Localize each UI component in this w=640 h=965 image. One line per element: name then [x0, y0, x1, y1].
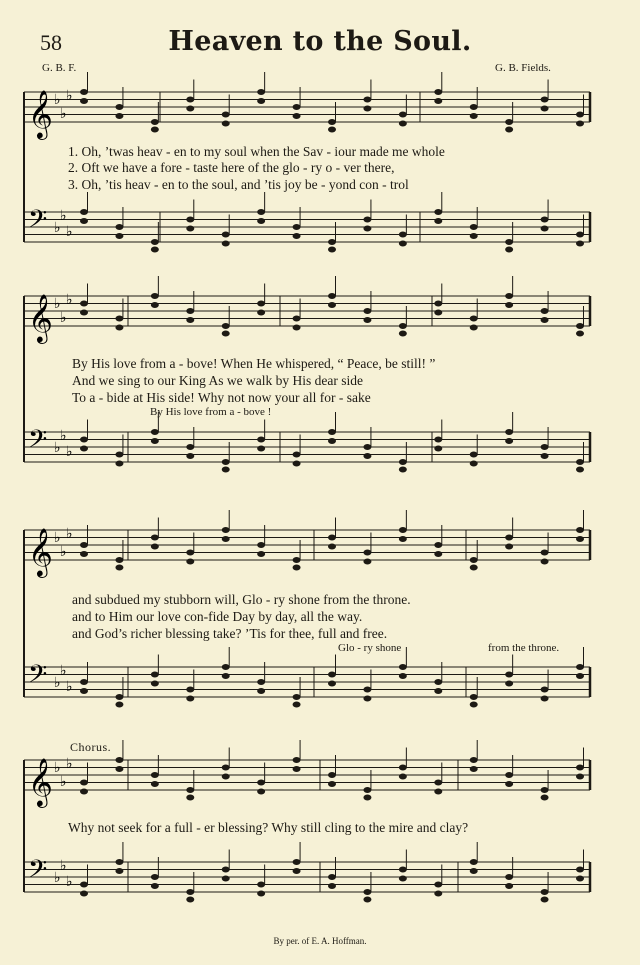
note-head — [151, 302, 159, 308]
note-head — [434, 679, 442, 685]
note-head — [222, 467, 230, 473]
note-head — [576, 536, 584, 542]
note-head — [293, 757, 301, 763]
note-head — [293, 565, 301, 571]
note-head — [470, 325, 478, 331]
flat-sign: ♭ — [54, 220, 61, 236]
note-head — [363, 559, 371, 565]
note-head — [505, 247, 513, 253]
note-head — [576, 527, 584, 533]
note-head — [434, 310, 442, 316]
note-head — [293, 702, 301, 708]
note-head — [399, 112, 407, 118]
note-head — [541, 889, 549, 895]
bass-cue-lyric: By His love from a - bove ! — [150, 406, 272, 418]
note-head — [151, 429, 159, 435]
note-head — [541, 696, 549, 702]
note-head — [257, 891, 265, 897]
note-head — [505, 429, 513, 435]
note-head — [186, 696, 194, 702]
note-head — [80, 688, 88, 694]
note-head — [80, 789, 88, 795]
note-head — [222, 241, 230, 247]
note-head — [399, 536, 407, 542]
note-head — [328, 883, 336, 889]
note-head — [541, 97, 549, 103]
note-head — [541, 550, 549, 556]
lyric-verse-1-line-3: and subdued my stubborn will, Glo - ry shone from the throne. — [72, 592, 411, 607]
page-number: 58 — [40, 30, 62, 55]
note-head — [434, 437, 442, 443]
note-head — [470, 868, 478, 874]
note-head — [328, 127, 336, 133]
note-head — [470, 766, 478, 772]
note-head — [186, 453, 194, 459]
flat-sign: ♭ — [66, 292, 73, 308]
note-head — [505, 672, 513, 678]
flat-sign: ♭ — [66, 756, 73, 772]
note-head — [363, 550, 371, 556]
note-head — [399, 774, 407, 780]
note-head — [257, 437, 265, 443]
note-head — [470, 104, 478, 110]
flat-sign: ♭ — [66, 444, 73, 460]
note-head — [80, 437, 88, 443]
note-head — [328, 535, 336, 541]
note-head — [328, 438, 336, 444]
note-head — [222, 673, 230, 679]
note-head — [257, 688, 265, 694]
note-head — [576, 121, 584, 127]
note-head — [186, 897, 194, 903]
note-head — [222, 536, 230, 542]
note-head — [399, 876, 407, 882]
note-head — [399, 232, 407, 238]
note-head — [576, 241, 584, 247]
note-head — [328, 429, 336, 435]
note-head — [470, 694, 478, 700]
note-head — [470, 757, 478, 763]
note-head — [576, 673, 584, 679]
note-head — [186, 106, 194, 112]
note-head — [363, 444, 371, 450]
note-head — [541, 453, 549, 459]
note-head — [434, 891, 442, 897]
bass-clef: 𝄢 — [28, 660, 48, 695]
note-head — [505, 883, 513, 889]
treble-clef: 𝄞 — [28, 89, 53, 138]
lyricist-credit: G. B. F. — [42, 62, 77, 74]
footer-credit: By per. of E. A. Hoffman. — [273, 936, 367, 946]
note-head — [293, 694, 301, 700]
note-head — [151, 119, 159, 125]
note-head — [470, 224, 478, 230]
note-head — [505, 119, 513, 125]
note-head — [434, 789, 442, 795]
note-head — [186, 795, 194, 801]
flat-sign: ♭ — [54, 760, 61, 776]
flat-sign: ♭ — [60, 106, 67, 122]
note-head — [576, 774, 584, 780]
flat-sign: ♭ — [60, 208, 67, 224]
note-head — [80, 551, 88, 557]
note-head — [399, 459, 407, 465]
composer-credit: G. B. Fields. — [495, 62, 551, 74]
note-head — [293, 233, 301, 239]
note-head — [115, 325, 123, 331]
note-head — [293, 461, 301, 467]
note-head — [186, 226, 194, 232]
note-head — [328, 772, 336, 778]
note-head — [505, 302, 513, 308]
note-head — [470, 565, 478, 571]
note-head — [434, 218, 442, 224]
treble-clef: 𝄞 — [28, 293, 53, 342]
note-head — [505, 438, 513, 444]
flat-sign: ♭ — [60, 428, 67, 444]
note-head — [328, 247, 336, 253]
note-head — [399, 664, 407, 670]
note-head — [115, 766, 123, 772]
note-head — [222, 121, 230, 127]
note-head — [363, 217, 371, 223]
note-head — [222, 664, 230, 670]
note-head — [399, 241, 407, 247]
note-head — [151, 883, 159, 889]
note-head — [80, 542, 88, 548]
note-head — [186, 687, 194, 693]
treble-clef: 𝄞 — [28, 527, 53, 576]
note-head — [257, 98, 265, 104]
note-head — [222, 112, 230, 118]
note-head — [434, 98, 442, 104]
note-head — [186, 559, 194, 565]
note-head — [257, 301, 265, 307]
note-head — [363, 317, 371, 323]
note-head — [151, 247, 159, 253]
note-head — [363, 897, 371, 903]
note-head — [328, 781, 336, 787]
lyric-verse-2-line-3: and to Him our love con-fide Day by day, all the way. — [72, 609, 363, 624]
note-head — [80, 301, 88, 307]
note-head — [115, 224, 123, 230]
lyric-verse-3-line-2: To a - bide at His side! Why not now your all for - sake — [72, 390, 371, 405]
note-head — [151, 535, 159, 541]
flat-sign: ♭ — [60, 544, 67, 560]
note-head — [363, 106, 371, 112]
note-head — [222, 459, 230, 465]
note-head — [115, 557, 123, 563]
note-head — [151, 681, 159, 687]
note-head — [328, 672, 336, 678]
note-head — [434, 89, 442, 95]
note-head — [541, 317, 549, 323]
note-heads — [80, 72, 584, 903]
note-head — [434, 301, 442, 307]
note-head — [80, 780, 88, 786]
note-head — [151, 781, 159, 787]
note-head — [115, 694, 123, 700]
note-head — [541, 897, 549, 903]
clefs — [28, 88, 73, 890]
note-head — [293, 868, 301, 874]
note-head — [399, 673, 407, 679]
note-head — [576, 467, 584, 473]
note-head — [434, 209, 442, 215]
note-head — [470, 113, 478, 119]
note-head — [470, 452, 478, 458]
note-head — [80, 98, 88, 104]
note-head — [80, 882, 88, 888]
note-head — [505, 681, 513, 687]
note-head — [328, 119, 336, 125]
note-head — [293, 104, 301, 110]
flat-sign: ♭ — [60, 310, 67, 326]
note-head — [80, 209, 88, 215]
note-head — [151, 772, 159, 778]
note-head — [576, 876, 584, 882]
lyric-chorus-line-1: Why not seek for a full - er blessing? Why still cling to the mire and clay? — [68, 820, 469, 835]
note-head — [541, 226, 549, 232]
note-head — [186, 97, 194, 103]
flat-sign: ♭ — [66, 224, 73, 240]
flat-sign: ♭ — [54, 530, 61, 546]
note-head — [186, 317, 194, 323]
note-head — [80, 89, 88, 95]
note-head — [576, 867, 584, 873]
note-head — [257, 218, 265, 224]
note-head — [363, 795, 371, 801]
note-head — [151, 544, 159, 550]
note-head — [541, 787, 549, 793]
note-head — [293, 113, 301, 119]
note-head — [470, 557, 478, 563]
note-head — [115, 859, 123, 865]
note-head — [186, 889, 194, 895]
note-head — [115, 461, 123, 467]
note-head — [293, 224, 301, 230]
note-head — [328, 544, 336, 550]
note-head — [399, 323, 407, 329]
note-head — [363, 687, 371, 693]
note-head — [293, 325, 301, 331]
note-head — [363, 308, 371, 314]
note-head — [328, 239, 336, 245]
note-head — [222, 765, 230, 771]
note-head — [399, 765, 407, 771]
staff-lines — [24, 92, 590, 892]
note-head — [541, 795, 549, 801]
note-head — [186, 308, 194, 314]
flat-sign: ♭ — [60, 858, 67, 874]
note-head — [257, 679, 265, 685]
note-head — [399, 121, 407, 127]
lyric-verse-2-line-1: 2. Oft we have a fore - taste here of the glo - ry o - ver there, — [68, 160, 395, 175]
note-head — [363, 226, 371, 232]
note-head — [541, 559, 549, 565]
note-head — [434, 542, 442, 548]
flat-sign: ♭ — [54, 675, 61, 691]
note-head — [470, 316, 478, 322]
note-head — [257, 89, 265, 95]
note-head — [576, 323, 584, 329]
note-head — [541, 217, 549, 223]
note-head — [293, 859, 301, 865]
note-head — [363, 453, 371, 459]
flat-sign: ♭ — [66, 679, 73, 695]
note-head — [434, 882, 442, 888]
note-head — [257, 209, 265, 215]
note-head — [222, 323, 230, 329]
chorus-label: Chorus. — [70, 740, 112, 754]
note-head — [115, 104, 123, 110]
note-head — [505, 239, 513, 245]
note-head — [257, 446, 265, 452]
flat-sign: ♭ — [60, 663, 67, 679]
note-head — [80, 310, 88, 316]
note-head — [115, 565, 123, 571]
note-head — [434, 551, 442, 557]
note-head — [363, 97, 371, 103]
note-head — [186, 444, 194, 450]
note-head — [293, 316, 301, 322]
flat-sign: ♭ — [54, 440, 61, 456]
note-head — [80, 679, 88, 685]
note-head — [576, 331, 584, 337]
note-head — [151, 438, 159, 444]
note-head — [541, 308, 549, 314]
note-head — [257, 551, 265, 557]
note-head — [222, 867, 230, 873]
note-head — [399, 467, 407, 473]
note-head — [470, 461, 478, 467]
flat-sign: ♭ — [60, 774, 67, 790]
hymn-title: Heaven to the Soul. — [168, 26, 472, 57]
note-head — [363, 889, 371, 895]
note-head — [115, 702, 123, 708]
note-head — [115, 316, 123, 322]
note-head — [541, 687, 549, 693]
flat-sign: ♭ — [54, 296, 61, 312]
note-head — [541, 106, 549, 112]
note-head — [328, 293, 336, 299]
note-head — [151, 874, 159, 880]
bass-cue-glory-shone: Glo - ry shone — [338, 642, 402, 654]
note-head — [470, 859, 478, 865]
lyric-verse-3-line-1: 3. Oh, ’tis heav - en to the soul, and ’tis joy be - yond con - trol — [68, 177, 409, 192]
lyric-verse-3-line-3: and God’s richer blessing take? ’Tis for thee, full and free. — [72, 626, 388, 641]
note-head — [576, 459, 584, 465]
note-head — [363, 696, 371, 702]
note-head — [399, 527, 407, 533]
note-head — [505, 544, 513, 550]
note-head — [576, 664, 584, 670]
note-head — [293, 452, 301, 458]
note-head — [80, 218, 88, 224]
note-head — [115, 757, 123, 763]
note-head — [151, 672, 159, 678]
note-head — [151, 293, 159, 299]
bass-clef: 𝄢 — [28, 855, 48, 890]
note-head — [293, 557, 301, 563]
note-head — [505, 535, 513, 541]
note-head — [222, 774, 230, 780]
bass-clef: 𝄢 — [28, 425, 48, 460]
note-head — [505, 874, 513, 880]
note-head — [576, 232, 584, 238]
note-head — [222, 876, 230, 882]
note-head — [399, 331, 407, 337]
note-head — [363, 787, 371, 793]
note-head — [434, 780, 442, 786]
note-head — [151, 239, 159, 245]
note-head — [115, 868, 123, 874]
note-head — [186, 550, 194, 556]
note-head — [470, 233, 478, 239]
note-head — [505, 781, 513, 787]
note-head — [186, 787, 194, 793]
note-head — [434, 446, 442, 452]
note-head — [328, 681, 336, 687]
note-head — [257, 310, 265, 316]
bass-clef: 𝄢 — [28, 205, 48, 240]
note-head — [222, 527, 230, 533]
note-head — [293, 766, 301, 772]
note-head — [399, 867, 407, 873]
note-head — [576, 112, 584, 118]
note-head — [186, 217, 194, 223]
flat-sign: ♭ — [66, 874, 73, 890]
lyric-verse-1-line-1: 1. Oh, ’twas heav - en to my soul when the Sav - iour made me whole — [68, 144, 445, 159]
note-head — [257, 789, 265, 795]
note-head — [328, 302, 336, 308]
note-head — [328, 874, 336, 880]
note-head — [257, 780, 265, 786]
note-head — [80, 891, 88, 897]
note-head — [115, 452, 123, 458]
note-head — [151, 127, 159, 133]
note-head — [257, 882, 265, 888]
note-head — [80, 446, 88, 452]
flat-sign: ♭ — [66, 88, 73, 104]
lyric-verse-1-line-2: By His love from a - bove! When He whispered, “ Peace, be still! ” — [72, 356, 436, 371]
flat-sign: ♭ — [54, 870, 61, 886]
note-head — [115, 113, 123, 119]
note-head — [434, 688, 442, 694]
note-head — [222, 232, 230, 238]
note-head — [470, 702, 478, 708]
note-head — [541, 444, 549, 450]
flat-sign: ♭ — [66, 526, 73, 542]
note-head — [115, 233, 123, 239]
treble-clef: 𝄞 — [28, 757, 53, 806]
note-head — [576, 765, 584, 771]
note-head — [505, 772, 513, 778]
lyric-verse-2-line-2: And we sing to our King As we walk by His dear side — [72, 373, 363, 388]
note-head — [505, 127, 513, 133]
note-head — [257, 542, 265, 548]
note-head — [222, 331, 230, 337]
note-head — [505, 293, 513, 299]
bass-cue-from-the-throne: from the throne. — [488, 642, 560, 654]
flat-sign: ♭ — [54, 92, 61, 108]
